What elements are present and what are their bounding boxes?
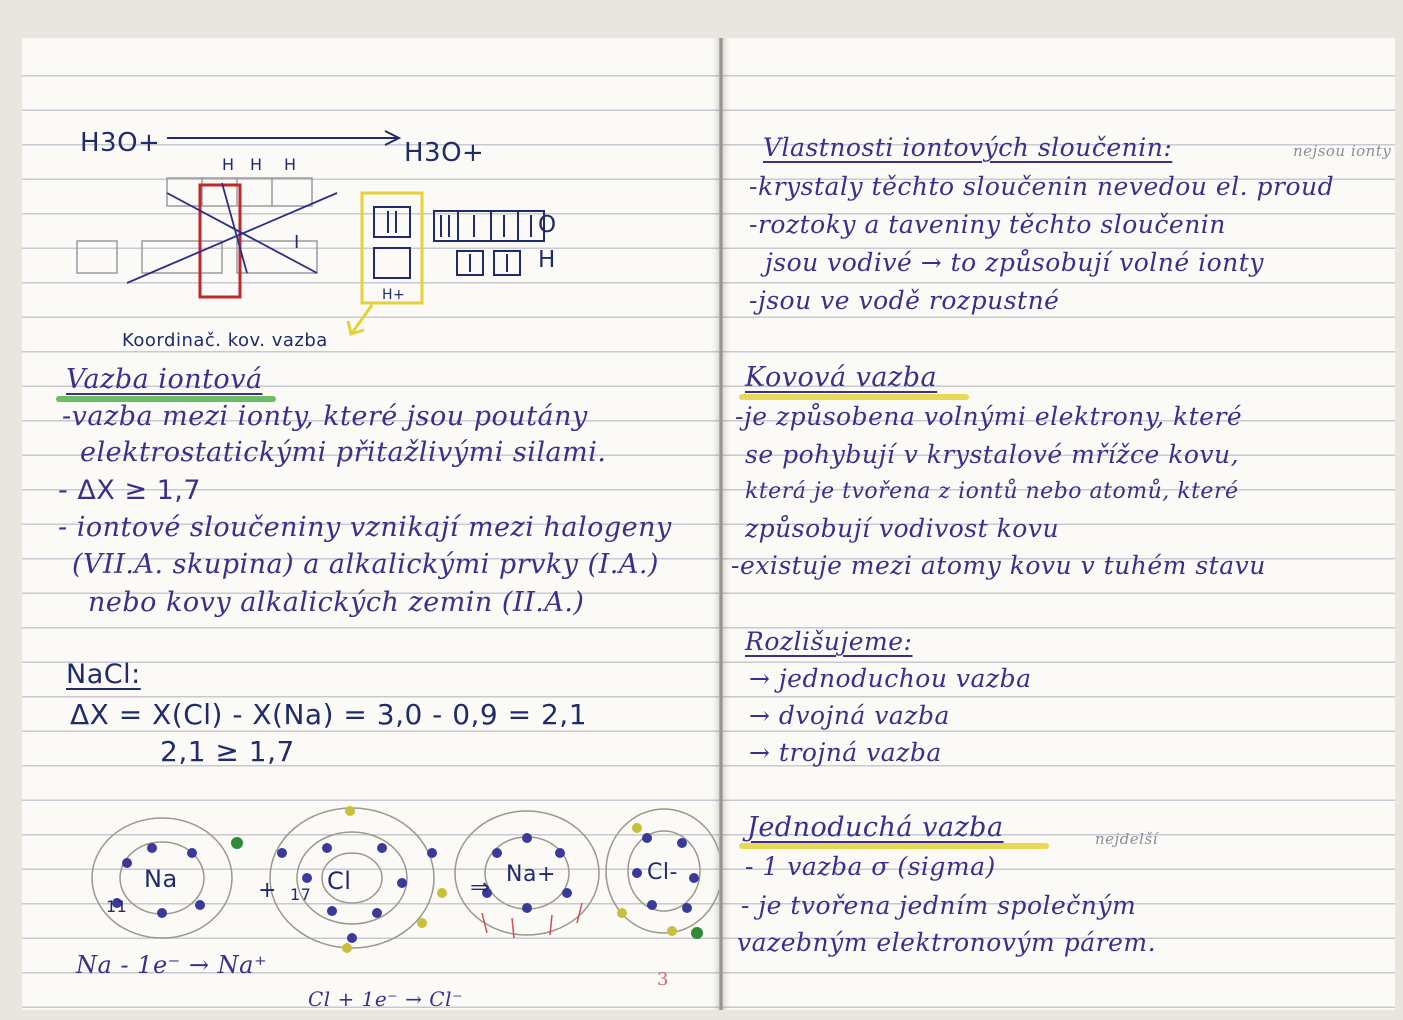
single-bond-line-3: vazebným elektronovým párem. <box>737 928 1157 957</box>
ionic-props-line-4: -jsou ve vodě rozpustné <box>749 286 1060 315</box>
ionic-props-margin-note: nejsou ionty <box>1293 142 1392 160</box>
right-page <box>723 38 1395 1010</box>
right-formula: H3O+ <box>404 138 485 168</box>
single-bond-heading: Jednoduchá vazba <box>747 812 1004 843</box>
ionic-line-2: elektrostatickými přitažlivými silami. <box>80 437 607 468</box>
i-label: I <box>294 232 300 253</box>
h-label-2: H <box>250 155 263 174</box>
metallic-heading: Kovová vazba <box>745 362 938 393</box>
single-bond-margin-note: nejdelší <box>1095 830 1158 848</box>
nacl-compare: 2,1 ≥ 1,7 <box>160 735 295 768</box>
distinguish-item-1: → jednoduchou vazba <box>749 664 1032 693</box>
cl-reaction: Cl + 1e⁻ → Cl⁻ <box>308 987 464 1010</box>
ionic-heading: Vazba iontová <box>66 364 263 395</box>
left-page <box>22 38 719 1010</box>
metallic-line-4: způsobují vodivost kovu <box>745 514 1060 543</box>
ionic-props-line-3: jsou vodivé → to způsobují volné ionty <box>765 248 1264 277</box>
metallic-line-2: se pohybují v krystalové mřížce kovu, <box>745 440 1240 469</box>
ionic-line-1: -vazba mezi ionty, které jsou poutány <box>62 401 588 432</box>
ionic-line-6: nebo kovy alkalických zemin (II.A.) <box>88 587 585 618</box>
na-ion-label: Na+ <box>506 862 556 887</box>
metallic-line-1: -je způsobena volnými elektrony, které <box>735 402 1243 431</box>
element-o-label: O <box>538 212 557 238</box>
h-label-1: H <box>222 155 235 174</box>
reaction-arrow: ⇒ <box>470 873 491 901</box>
diagram-caption: Koordinač. kov. vazba <box>122 330 328 351</box>
cl-label: Cl <box>327 867 352 895</box>
ionic-props-heading: Vlastnosti iontových sloučenin: <box>763 133 1173 162</box>
cl-ion-label: Cl- <box>647 860 678 885</box>
left-formula: H3O+ <box>80 128 161 158</box>
metallic-line-3: která je tvořena z iontů nebo atomů, které <box>745 479 1239 504</box>
metallic-line-5: -existuje mezi atomy kovu v tuhém stavu <box>731 551 1266 580</box>
ionic-line-3: - ΔX ≥ 1,7 <box>58 475 202 506</box>
nacl-heading: NaCl: <box>66 659 141 690</box>
single-bond-line-2: - je tvořena jedním společným <box>741 891 1137 920</box>
single-bond-line-1: - 1 vazba σ (sigma) <box>745 852 996 881</box>
element-h-label: H <box>538 247 556 273</box>
nacl-equation: ΔX = X(Cl) - X(Na) = 3,0 - 0,9 = 2,1 <box>70 698 588 731</box>
na-number: 11 <box>106 897 128 916</box>
na-reaction: Na - 1e⁻ → Na⁺ <box>76 951 268 979</box>
distinguish-heading: Rozlišujeme: <box>745 627 913 656</box>
na-label: Na <box>144 865 178 893</box>
distinguish-item-2: → dvojná vazba <box>749 701 950 730</box>
ionic-props-line-1: -krystaly těchto sloučenin nevedou el. proud <box>749 172 1335 201</box>
h-plus-label: H+ <box>382 287 406 303</box>
distinguish-item-3: → trojná vazba <box>749 738 942 767</box>
page-number: 3 <box>657 969 669 990</box>
cl-number: 17 <box>290 885 312 904</box>
ionic-line-5: (VII.A. skupina) a alkalickými prvky (I.A.) <box>72 549 659 580</box>
plus-sign: + <box>258 878 277 903</box>
h-label-3: H <box>284 155 297 174</box>
ionic-props-line-2: -roztoky a taveniny těchto sloučenin <box>749 210 1226 239</box>
ionic-line-4: - iontové sloučeniny vznikají mezi halogeny <box>58 512 672 543</box>
